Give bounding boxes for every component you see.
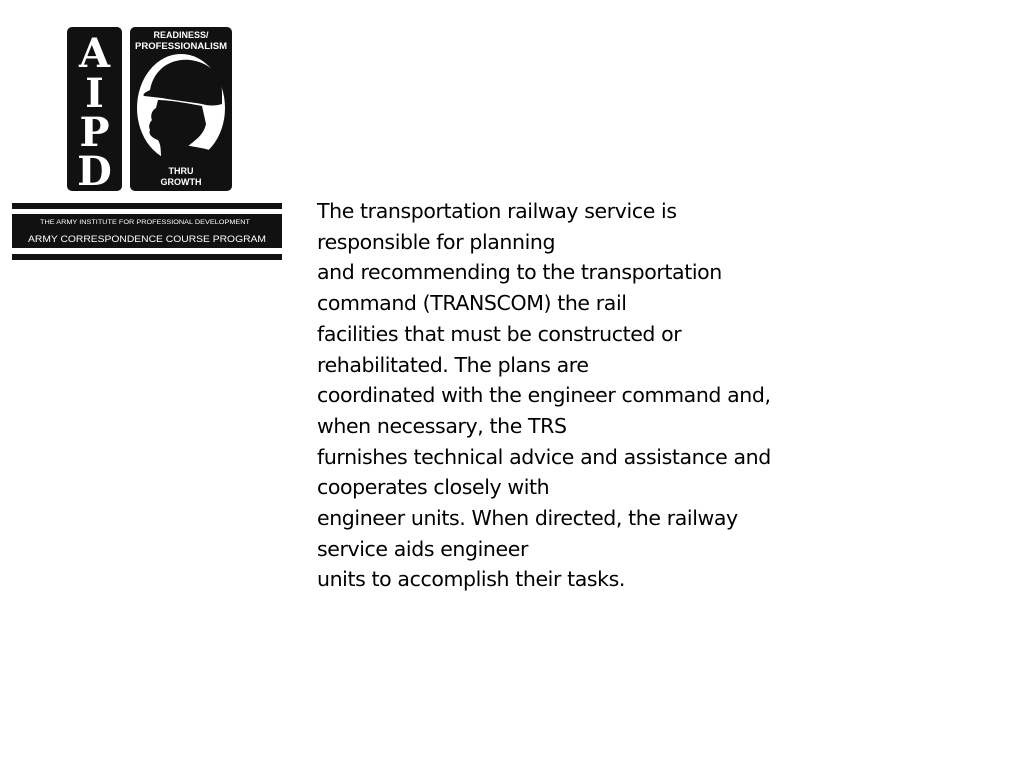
logo-letter-p: P xyxy=(79,109,110,156)
text-line: furnishes technical advice and assistance and xyxy=(317,444,771,469)
text-line: responsible for planning xyxy=(317,229,556,254)
aipd-logo xyxy=(12,26,282,262)
logo-letter-d: D xyxy=(77,148,112,195)
text-line: coordinated with the engineer command and, xyxy=(317,383,771,408)
text-line: service aids engineer xyxy=(317,536,528,561)
text-line: rehabilitated. The plans are xyxy=(317,352,589,377)
text-line: engineer units. When directed, the railway xyxy=(317,506,738,531)
text-line: units to accomplish their tasks. xyxy=(317,567,626,592)
logo-motto-growth: GROWTH xyxy=(160,177,202,187)
logo-letter-i: I xyxy=(85,70,104,117)
logo-institute-line: THE ARMY INSTITUTE FOR PROFESSIONAL DEVELOPMENT xyxy=(40,219,251,226)
text-line: The transportation railway service is xyxy=(317,199,677,223)
logo-motto-thru: THRU xyxy=(168,166,194,176)
text-line: and recommending to the transportation xyxy=(317,260,722,285)
logo-motto-readiness: READINESS/ xyxy=(153,30,209,40)
logo-program-line: ARMY CORRESPONDENCE COURSE PROGRAM xyxy=(28,234,267,245)
text-line: when necessary, the TRS xyxy=(317,413,567,438)
text-line: command (TRANSCOM) the rail xyxy=(317,291,627,316)
logo-rule-top xyxy=(12,203,282,209)
logo-motto-professionalism: PROFESSIONALISM xyxy=(135,41,227,51)
text-line: cooperates closely with xyxy=(317,475,550,500)
logo-letter-a: A xyxy=(78,30,111,77)
logo-rule-bottom xyxy=(12,254,282,260)
text-line: facilities that must be constructed or xyxy=(317,321,682,346)
body-paragraph xyxy=(317,196,817,595)
